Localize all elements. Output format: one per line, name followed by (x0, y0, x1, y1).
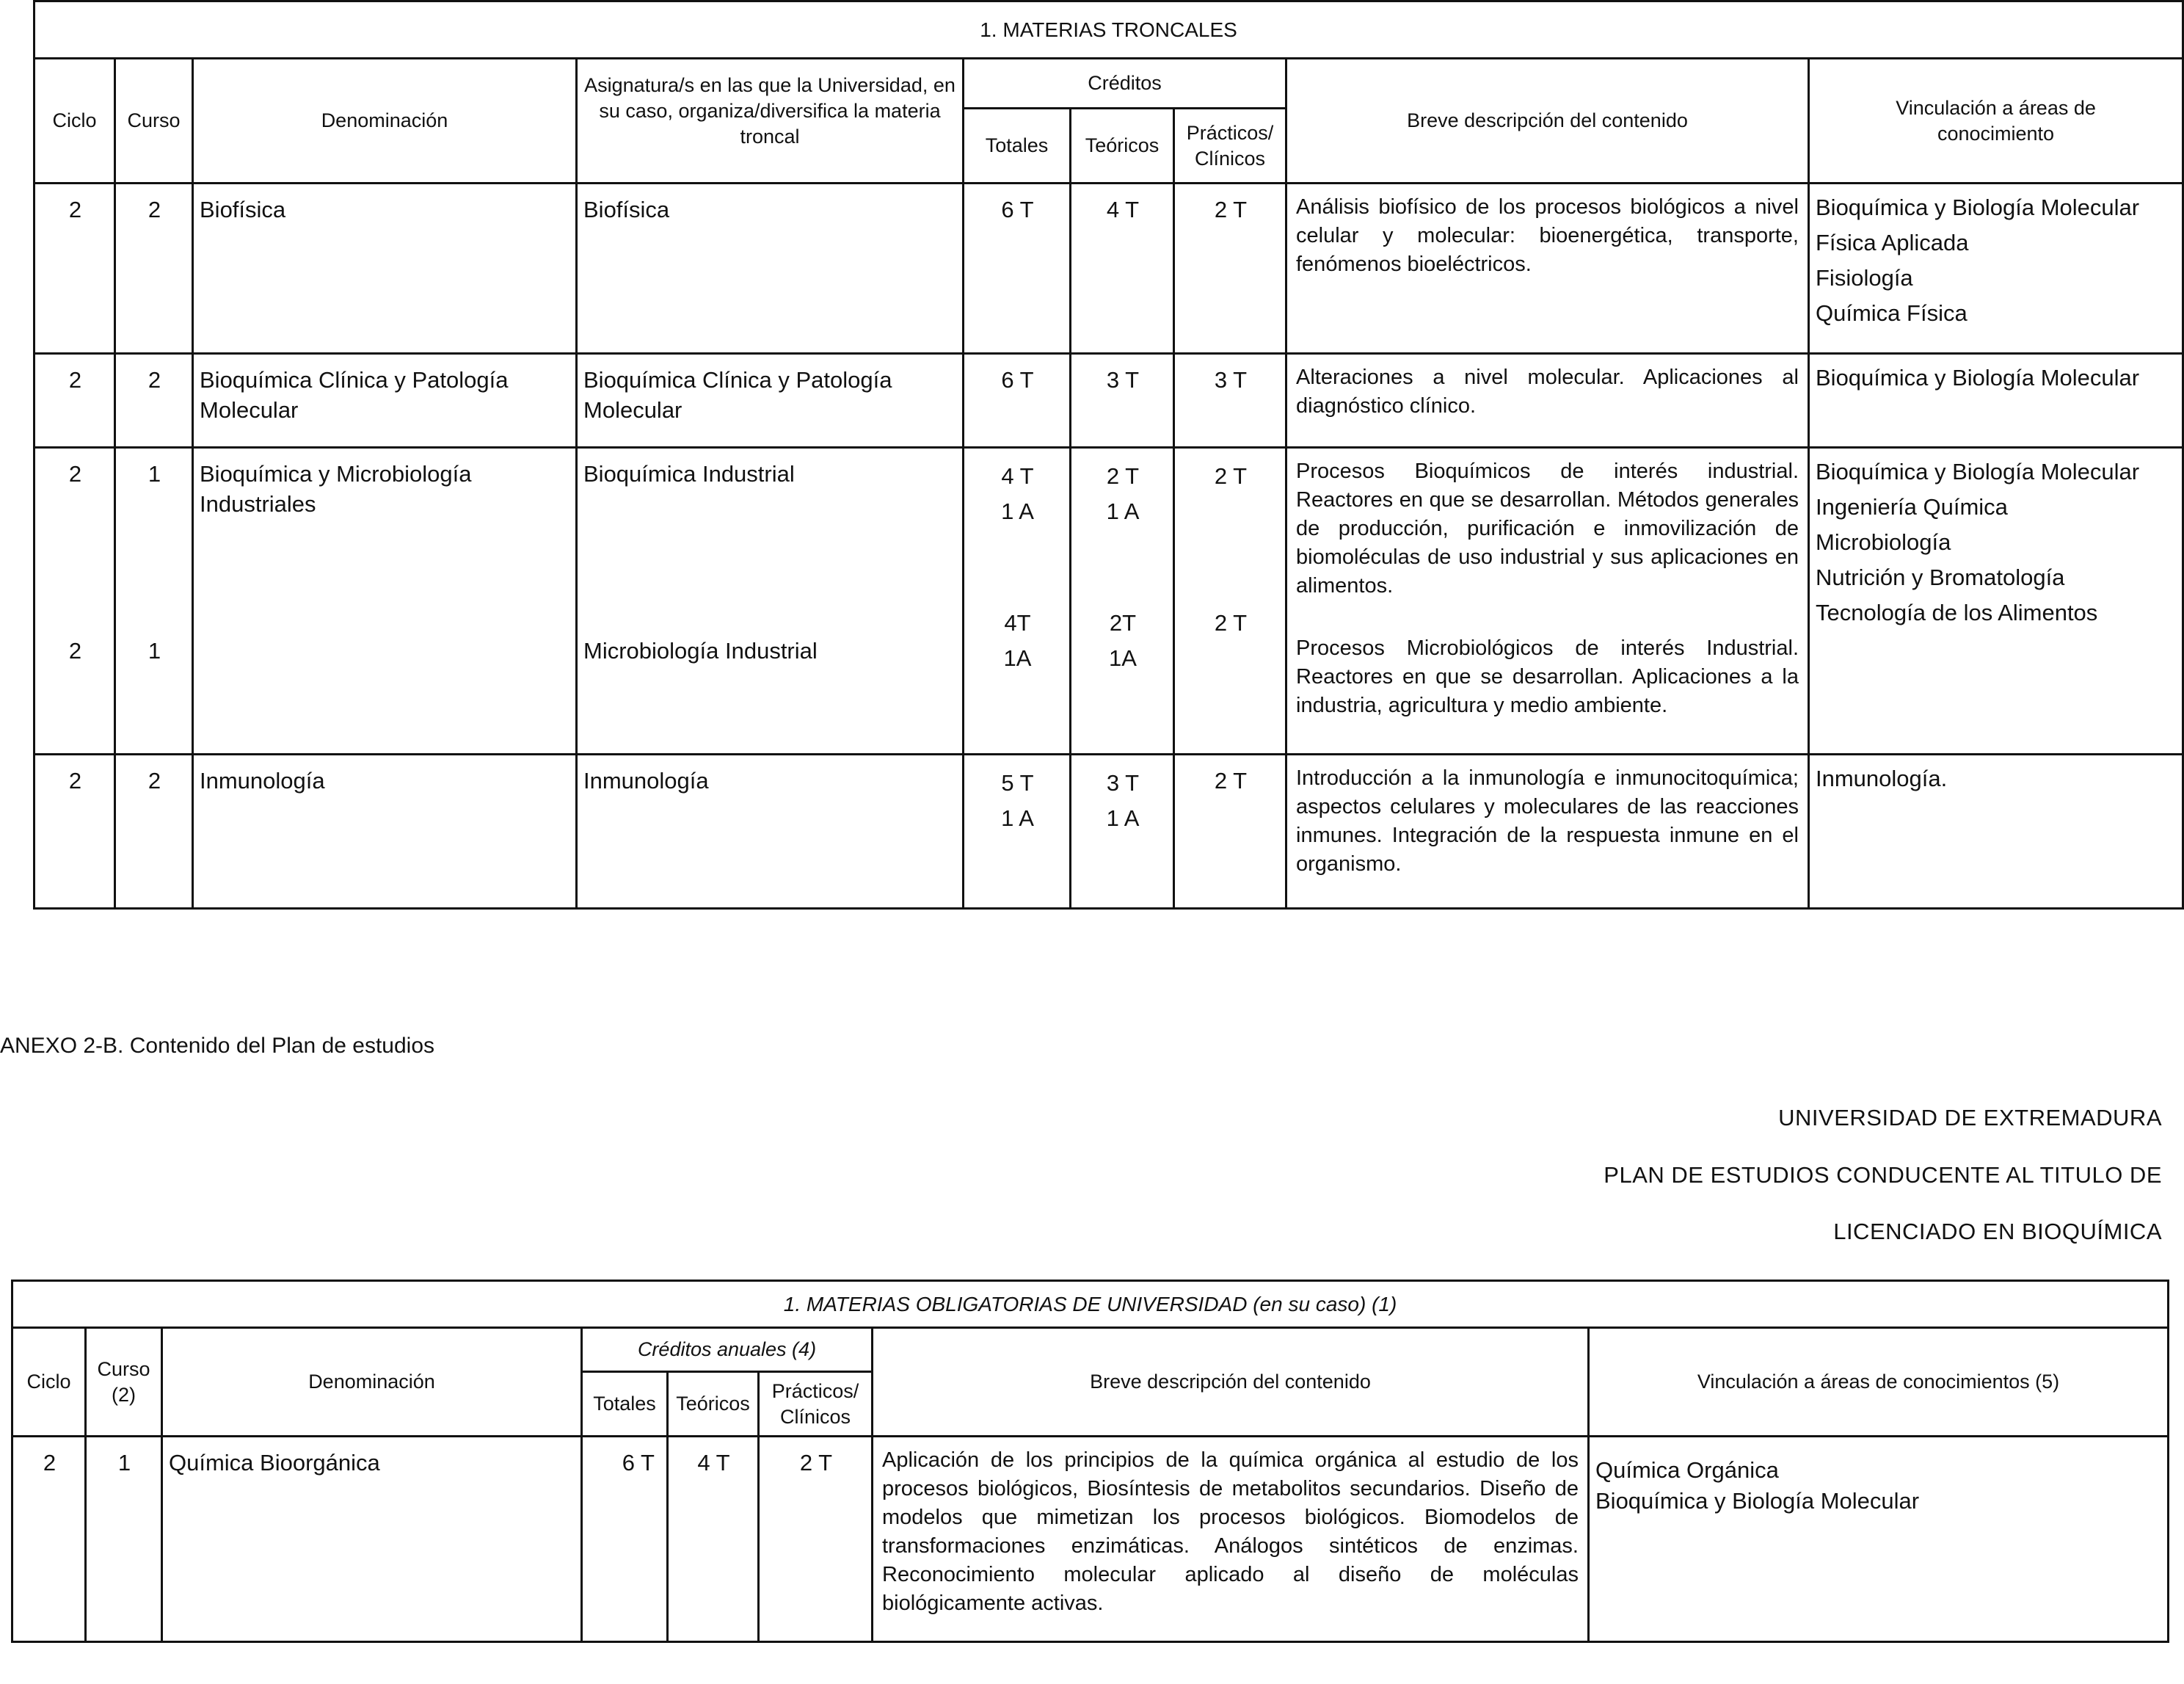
descripcion-cell: Alteraciones a nivel molecular. Aplicaciones al diagnóstico clínico. (1286, 354, 1809, 448)
totales-value: 5 T (1001, 770, 1034, 796)
header-totales: Totales (582, 1372, 668, 1437)
header-asignaturas: Asignatura/s en las que la Universidad, en su caso, organiza/diversifica la materia troncal (577, 59, 964, 184)
teoricos-value: 3 T (1106, 770, 1140, 796)
header-creditos: Créditos (964, 59, 1286, 109)
teoricos-value-b: 1 A (1106, 805, 1140, 831)
descripcion-cell: Introducción a la inmunología e inmunocitoquímica; aspectos celulares y moleculares de las reacciones inmunes. Integración de la respuesta inmune en el organismo. (1286, 755, 1809, 909)
header-denominacion: Denominación (162, 1328, 582, 1437)
header-teoricos: Teóricos (1071, 109, 1174, 184)
practicos-cell (1174, 448, 1286, 755)
table-title-text: 1. MATERIAS OBLIGATORIAS DE UNIVERSIDAD (en su caso) (1) (783, 1292, 1397, 1315)
descripcion-value: Procesos Bioquímicos de interés industrial. Reactores en que se desarrollan. Métodos generales de producción, purificación e inmovilización de biomoléculas de uso industrial y sus aplicaciones en alimentos. (1296, 460, 1799, 598)
area-item: Física Aplicada (1816, 230, 1969, 255)
header-teoricos: Teóricos (668, 1372, 759, 1437)
descripcion-cell (1286, 448, 1809, 755)
header-curso: Curso (2) (86, 1328, 162, 1437)
teoricos-cell: 3 T (1071, 354, 1174, 448)
teoricos-cell (1071, 448, 1174, 755)
area-item: Bioquímica y Biología Molecular (1816, 459, 2140, 484)
degree-title: LICENCIADO EN BIOQUÍMICA (1833, 1219, 2162, 1244)
teoricos-cell: 4 T (668, 1437, 759, 1642)
teoricos-value-b: 1 A (1106, 498, 1140, 524)
practicos-value: 2 T (1214, 463, 1248, 489)
totales-cell: 6 T (582, 1437, 668, 1642)
header-totales: Totales (964, 109, 1071, 184)
area-item: Química Orgánica (1595, 1457, 1779, 1483)
teoricos-value-2b: 1A (1109, 645, 1137, 671)
ciclo-value: 2 (68, 461, 82, 487)
asignatura-cell: Biofísica (577, 184, 964, 354)
ciclo-cell: 2 (34, 184, 115, 354)
ciclo-cell (34, 448, 115, 755)
curso-value-2: 1 (148, 638, 161, 664)
area-item: Bioquímica y Biología Molecular (1816, 195, 2140, 220)
teoricos-cell (1071, 755, 1174, 909)
practicos-value-2: 2 T (1214, 610, 1248, 636)
asignatura-value-2: Microbiología Industrial (583, 638, 818, 664)
areas-cell (1809, 755, 2183, 909)
practicos-cell: 2 T (1174, 755, 1286, 909)
totales-value-b: 1 A (1001, 498, 1034, 524)
table-title: 1. MATERIAS TRONCALES (34, 1, 2183, 59)
header-denominacion: Denominación (193, 59, 577, 184)
header-descripcion: Breve descripción del contenido (873, 1328, 1589, 1437)
asignatura-cell (577, 448, 964, 755)
area-item: Nutrición y Bromatología (1816, 565, 2065, 590)
ciclo-value-2: 2 (68, 638, 82, 664)
asignatura-cell: Inmunología (577, 755, 964, 909)
header-ciclo: Ciclo (12, 1328, 86, 1437)
area-item: Tecnología de los Alimentos (1816, 600, 2098, 625)
table-row (12, 1437, 2169, 1642)
areas-cell (1809, 448, 2183, 755)
curso-cell: 2 (115, 184, 193, 354)
descripcion-cell: Análisis biofísico de los procesos biológicos a nivel celular y molecular: bioenergética, transporte, fenómenos bioeléctricos. (1286, 184, 1809, 354)
teoricos-cell: 4 T (1071, 184, 1174, 354)
header-practicos: Prácticos/ Clínicos (759, 1372, 873, 1437)
denominacion-cell: Biofísica (193, 184, 577, 354)
ciclo-cell: 2 (12, 1437, 86, 1642)
header-descripcion: Breve descripción del contenido (1286, 59, 1809, 184)
table-row (34, 755, 2183, 909)
ciclo-cell: 2 (34, 755, 115, 909)
table-row (34, 184, 2183, 354)
totales-value-2b: 1A (1003, 645, 1032, 671)
annex-title: ANEXO 2-B. Contenido del Plan de estudios (0, 1034, 435, 1058)
header-ciclo: Ciclo (34, 59, 115, 184)
ciclo-cell: 2 (34, 354, 115, 448)
totales-value-2: 4T (1004, 610, 1031, 636)
curso-value: 1 (148, 461, 161, 487)
descripcion-cell: Aplicación de los principios de la química orgánica al estudio de los procesos biológicos, Biosíntesis de metabolitos secundarios. Diseño de modelos que mimetizan los procesos biológicos. Biomodelos de transformaciones enzimáticas. Análogos sintéticos de enzimas. Reconocimiento molecular aplicado al diseño de moléculas biológicamente activas. (873, 1437, 1589, 1642)
denominacion-cell: Química Bioorgánica (162, 1437, 582, 1642)
totales-cell: 6 T (964, 354, 1071, 448)
teoricos-value: 2 T (1106, 463, 1140, 489)
asignatura-cell: Bioquímica Clínica y Patología Molecular (577, 354, 964, 448)
curso-cell: 2 (115, 354, 193, 448)
area-item: Inmunología. (1816, 766, 1948, 791)
totales-cell: 6 T (964, 184, 1071, 354)
asignatura-value: Bioquímica Industrial (583, 461, 795, 487)
totales-value-b: 1 A (1001, 805, 1034, 831)
denominacion-cell: Bioquímica y Microbiología Industriales (193, 448, 577, 755)
header-practicos: Prácticos/ Clínicos (1174, 109, 1286, 184)
denominacion-cell: Bioquímica Clínica y Patología Molecular (193, 354, 577, 448)
totales-value: 4 T (1001, 463, 1034, 489)
area-item: Fisiología (1816, 265, 1913, 291)
teoricos-value-2: 2T (1109, 610, 1137, 636)
curso-cell (115, 448, 193, 755)
table-title (12, 1281, 2169, 1328)
practicos-cell: 3 T (1174, 354, 1286, 448)
troncales-table (33, 0, 2184, 910)
areas-cell (1589, 1437, 2169, 1642)
areas-cell (1809, 184, 2183, 354)
curso-cell: 1 (86, 1437, 162, 1642)
totales-cell (964, 755, 1071, 909)
curso-cell: 2 (115, 755, 193, 909)
area-item: Ingeniería Química (1816, 494, 2008, 520)
obligatorias-table (11, 1280, 2169, 1643)
plan-title: PLAN DE ESTUDIOS CONDUCENTE AL TITULO DE (1604, 1162, 2162, 1188)
area-item: Química Física (1816, 300, 1968, 326)
header-curso: Curso (115, 59, 193, 184)
descripcion-value-2: Procesos Microbiológicos de interés Industrial. Reactores en que se desarrollan. Aplicaciones a la industria, agricultura y medio ambiente. (1296, 636, 1799, 717)
table-row (34, 354, 2183, 448)
totales-cell (964, 448, 1071, 755)
area-item: Microbiología (1816, 529, 1951, 555)
header-vinculacion: Vinculación a áreas de conocimientos (5) (1589, 1328, 2169, 1437)
practicos-cell: 2 T (759, 1437, 873, 1642)
area-item: Bioquímica y Biología Molecular (1595, 1488, 1920, 1514)
header-vinculacion: Vinculación a áreas de conocimiento (1809, 59, 2183, 184)
table-row (34, 448, 2183, 755)
area-item: Bioquímica y Biología Molecular (1816, 365, 2140, 391)
practicos-cell: 2 T (1174, 184, 1286, 354)
denominacion-cell: Inmunología (193, 755, 577, 909)
header-creditos: Créditos anuales (4) (582, 1328, 873, 1372)
areas-cell (1809, 354, 2183, 448)
university-name: UNIVERSIDAD DE EXTREMADURA (1778, 1105, 2162, 1130)
